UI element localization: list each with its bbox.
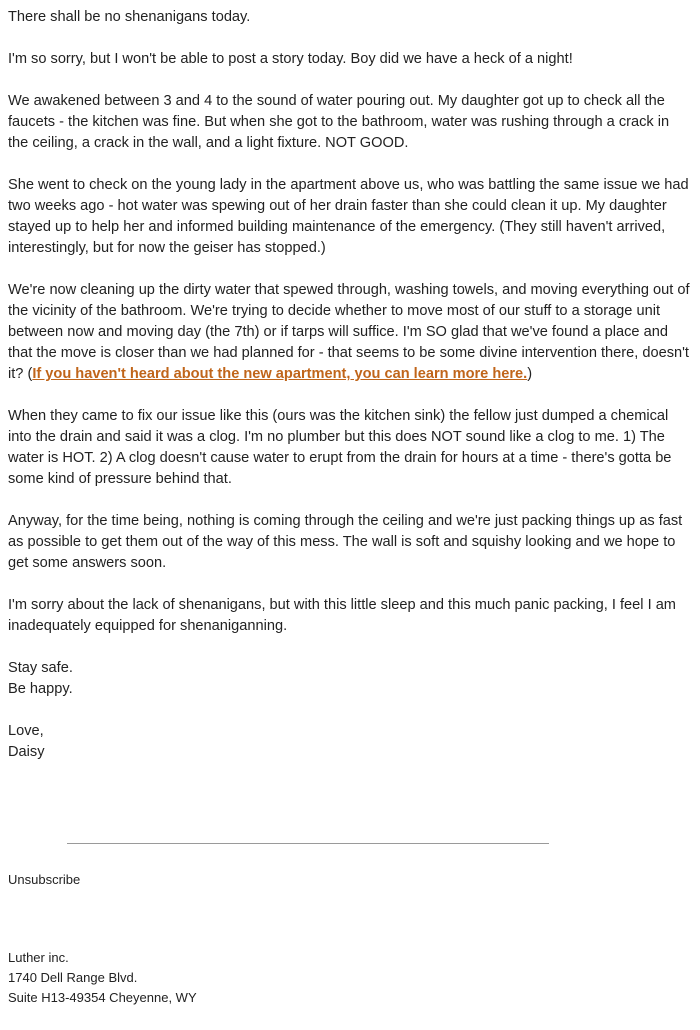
paragraph-water-leak: We awakened between 3 and 4 to the sound of water pouring out. My daughter got up to check all the faucets - the kitchen was fine. But when she got to the bathroom, water was rushing through a crack in the ceiling, a crack in the wall, and a light fixture. NOT GOOD.: [8, 93, 670, 151]
email-body: [8, 7, 692, 784]
paragraph-clog: When they came to fix our issue like this (ours was the kitchen sink) the fellow just dumped a chemical into the drain and said it was a clog. I'm no plumber but this does NOT sound like a clog to me. 1) The water is HOT. 2) A clog doesn't cause water to erupt from the drain for hours at a time - there's gotta be some kind of pressure behind that.: [8, 408, 672, 487]
footer-divider: [67, 843, 549, 844]
closing-love: Love,: [8, 723, 44, 739]
signoff-be-happy: Be happy.: [8, 681, 73, 697]
signoff-stay-safe: Stay safe.: [8, 660, 73, 676]
company-name: Luther inc.: [8, 950, 69, 965]
new-apartment-link[interactable]: If you haven't heard about the new apartment, you can learn more here.: [32, 366, 528, 382]
paragraph-cleanup: [8, 280, 692, 385]
closing: [8, 721, 692, 763]
paragraph-cleanup-close: ): [527, 366, 533, 382]
signature: Daisy: [8, 744, 45, 760]
paragraph-packing: Anyway, for the time being, nothing is coming through the ceiling and we're just packing things up as fast as possible to get them out of the way of this mess. The wall is soft and squishy looking and we hope to get some answers soon.: [8, 513, 683, 571]
unsubscribe-link[interactable]: Unsubscribe: [8, 872, 81, 887]
footer-address: [8, 948, 197, 1008]
paragraph-sorry: I'm sorry about the lack of shenanigans, but with this little sleep and this much panic packing, I feel I am inadequately equipped for shenaniganning.: [8, 597, 676, 634]
paragraph-cleanup-text: We're now cleaning up the dirty water that spewed through, washing towels, and moving everything out of the vicinity of the bathroom. We're trying to decide whether to move most of our stuff to a storage unit between now and moving day (the 7th) or if tarps will suffice. I'm SO glad that we've found a place and that the move is closer than we had planned for - that seems to be some divine intervention there, doesn't it? (: [8, 282, 690, 382]
greeting: There shall be no shenanigans today.: [8, 9, 251, 25]
address-line-2: Suite H13-49354 Cheyenne, WY: [8, 990, 197, 1005]
address-line-1: 1740 Dell Range Blvd.: [8, 970, 138, 985]
paragraph-apology: I'm so sorry, but I won't be able to post a story today. Boy did we have a heck of a night!: [8, 51, 573, 67]
signoff: [8, 658, 692, 700]
paragraph-upstairs-neighbor: She went to check on the young lady in the apartment above us, who was battling the same issue we had two weeks ago - hot water was spewing out of her drain faster than she could clean it up. My daughter stayed up to help her and informed building maintenance of the emergency. (They still haven't arrived, interestingly, but for now the geiser has stopped.): [8, 177, 689, 256]
